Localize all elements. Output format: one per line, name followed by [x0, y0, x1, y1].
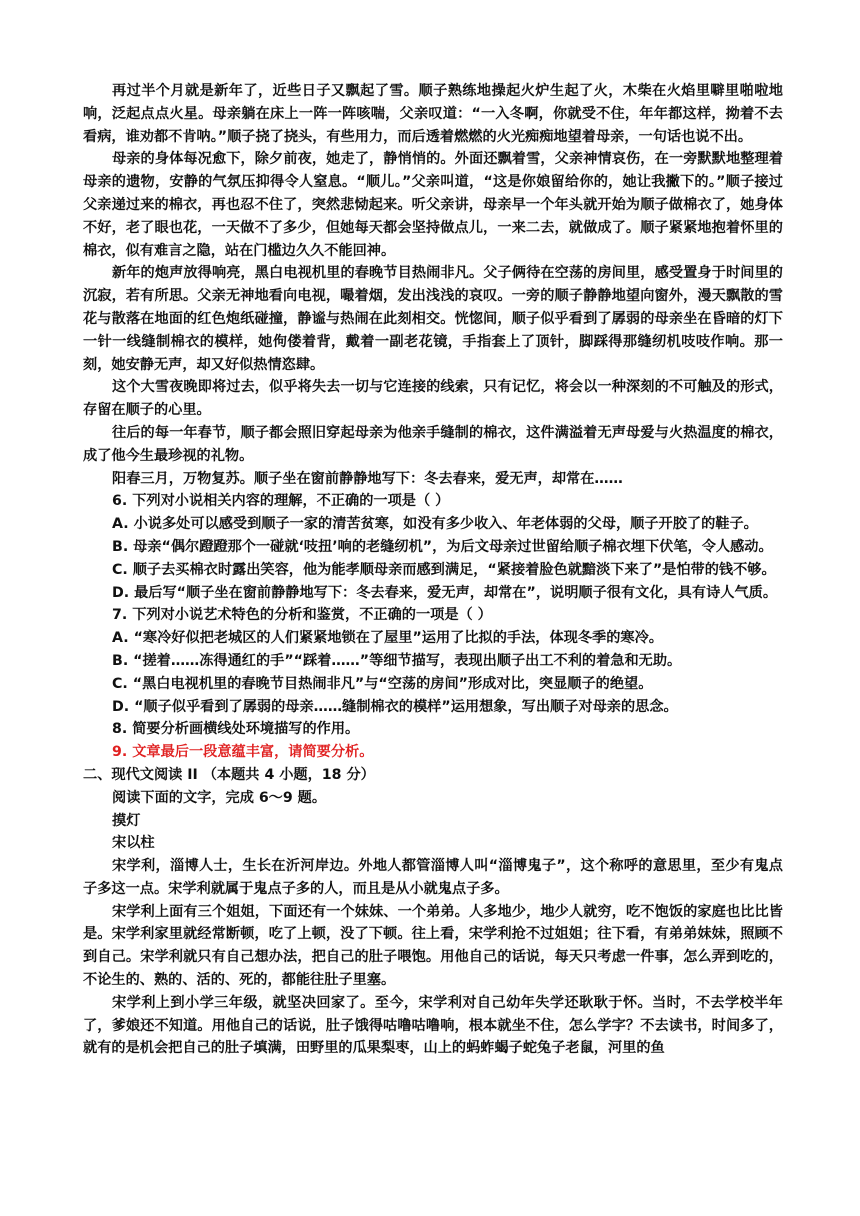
story-paragraph: 母亲的身体每况愈下，除夕前夜，她走了，静悄悄的。外面还飘着雪，父亲神情哀伤，在一旁默默地整理着母亲的遗物，安静的气氛压抑得令人窒息。“顺儿。”父亲叫道，“这是你娘留给你的，她让我撇下的。”顺子接过父亲递过来的棉衣，再也忍不住了，突然悲恸起来。听父亲讲，母亲早一个年头就开始为顺子做棉衣了，她身体不好，老了眼也花，一天做不了多少，但她每天都会坚持做点儿，一来二去，就做成了。顺子紧紧地抱着怀里的棉衣，似有难言之隐，站在门槛边久久不能回神。: [83, 151, 783, 259]
story-paragraph: 阳春三月，万物复苏。顺子坐在窗前静静地写下：冬去春来，爱无声，却常在……: [112, 470, 623, 487]
story-excerpt: [83, 80, 783, 490]
story-paragraph: 这个大雪夜晚即将过去，似乎将失去一切与它连接的线索，只有记忆，将会以一种深刻的不可触及的形式，存留在顺子的心里。: [83, 379, 783, 419]
option-a: A. 小说多处可以感受到顺子一家的清苦贫寒，如没有多少收入、年老体弱的父母，顺子开胶了的鞋子。: [112, 516, 758, 533]
option-d: D. 最后写“顺子坐在窗前静静地写下：冬去春来，爱无声，却常在”，说明顺子很有文化，具有诗人气质。: [112, 584, 778, 601]
question-6: [83, 490, 783, 604]
article-paragraph: 宋学利上面有三个姐姐，下面还有一个妹妹、一个弟弟。人多地少，地少人就穷，吃不饱饭的家庭也比比皆是。宋学利家里就经常断顿，吃了上顿，没了下顿。往上看，宋学利抢不过姐姐；往下看，有弟弟妹妹，照顾不到自己。宋学利就只有自己想办法，把自己的肚子喂饱。用他自己的话说，每天只考虑一件事，怎么弄到吃的，不论生的、熟的、活的、死的，都能往肚子里塞。: [83, 903, 783, 989]
question-stem: 7. 下列对小说艺术特色的分析和鉴赏，不正确的一项是（ ）: [112, 607, 492, 624]
article-author: 宋以柱: [112, 835, 155, 852]
option-a: A. “寒冷好似把老城区的人们紧紧地锁在了屋里”运用了比拟的手法，体现冬季的寒冷。: [112, 630, 663, 647]
option-c: C. 顺子去买棉衣时露出笑容，他为能孝顺母亲而感到满足，“紧接着脸色就黯淡下来了”是怕带的钱不够。: [112, 561, 776, 578]
document-page: [83, 80, 783, 1060]
question-7: [83, 604, 783, 718]
section-instruction: 阅读下面的文字，完成 6～9 题。: [112, 789, 327, 806]
option-b: B. 母亲“偶尔蹬蹬那个一碰就‘吱扭’响的老缝纫机”，为后文母亲过世留给顺子棉衣埋下伏笔，令人感动。: [112, 538, 773, 555]
story-paragraph: 往后的每一年春节，顺子都会照旧穿起母亲为他亲手缝制的棉衣，这件满溢着无声母爱与火热温度的棉衣，成了他今生最珍视的礼物。: [83, 424, 783, 464]
question-stem: 6. 下列对小说相关内容的理解，不正确的一项是（ ）: [112, 493, 450, 510]
story-paragraph: 再过半个月就是新年了，近些日子又飘起了雪。顺子熟练地操起火炉生起了火，木柴在火焰里噼里啪啦地响，泛起点点火星。母亲躺在床上一阵一阵咳喘，父亲叹道：“一入冬啊，你就受不住，年年都这样，拗着不去看病，谁劝都不肯呐。”顺子挠了挠头，有些用力，而后透着燃燃的火光痴痴地望着母亲，一句话也说不出。: [83, 83, 783, 145]
article-paragraph: 宋学利上到小学三年级，就坚决回家了。至今，宋学利对自己幼年失学还耿耿于怀。当时，不去学校半年了，爹娘还不知道。用他自己的话说，肚子饿得咕噜咕噜响，根本就坐不住，怎么学字？不去读书，时间多了，就有的是机会把自己的肚子填满，田野里的瓜果梨枣，山上的蚂蚱蝎子蛇兔子老鼠，河里的鱼: [83, 994, 783, 1057]
option-b: B. “搓着……冻得通红的手”“踩着……”等细节描写，表现出顺子出工不利的着急和无助。: [112, 652, 682, 669]
option-c: C. “黑白电视机里的春晚节目热闹非凡”与“空荡的房间”形成对比，突显顺子的绝望。: [112, 675, 653, 692]
question-9: 9. 文章最后一段意蕴丰富，请简要分析。: [112, 744, 374, 761]
question-8: 8. 简要分析画横线处环境描写的作用。: [112, 721, 360, 738]
section-heading: 二、现代文阅读 II （本题共 4 小题，18 分）: [83, 766, 375, 783]
article-title: 摸灯: [112, 812, 141, 829]
section-2: [83, 764, 783, 1060]
article-paragraph: 宋学利，淄博人士，生长在沂河岸边。外地人都管淄博人叫“淄博鬼子”，这个称呼的意思里，至少有鬼点子多这一点。宋学利就属于鬼点子多的人，而且是从小就鬼点子多。: [83, 858, 783, 897]
option-d: D. “顺子似乎看到了孱弱的母亲……缝制棉衣的模样”运用想象，写出顺子对母亲的思念。: [112, 698, 678, 715]
story-paragraph: 新年的炮声放得响亮，黑白电视机里的春晚节目热闹非凡。父子俩待在空荡的房间里，感受置身于时间里的沉寂，若有所思。父亲无神地看向电视，嘬着烟，发出浅浅的哀叹。一旁的顺子静静地望向窗外，漫天飘散的雪花与散落在地面的红色炮纸碰撞，静谧与热闹在此刻相交。恍惚间，顺子似乎看到了孱弱的母亲坐在昏暗的灯下一针一线缝制棉衣的模样，她佝偻着背，戴着一副老花镜，手指套上了顶针，脚踩得那缝纫机吱吱作响。那一刻，她安静无声，却又好似热情恣肆。: [83, 265, 783, 373]
